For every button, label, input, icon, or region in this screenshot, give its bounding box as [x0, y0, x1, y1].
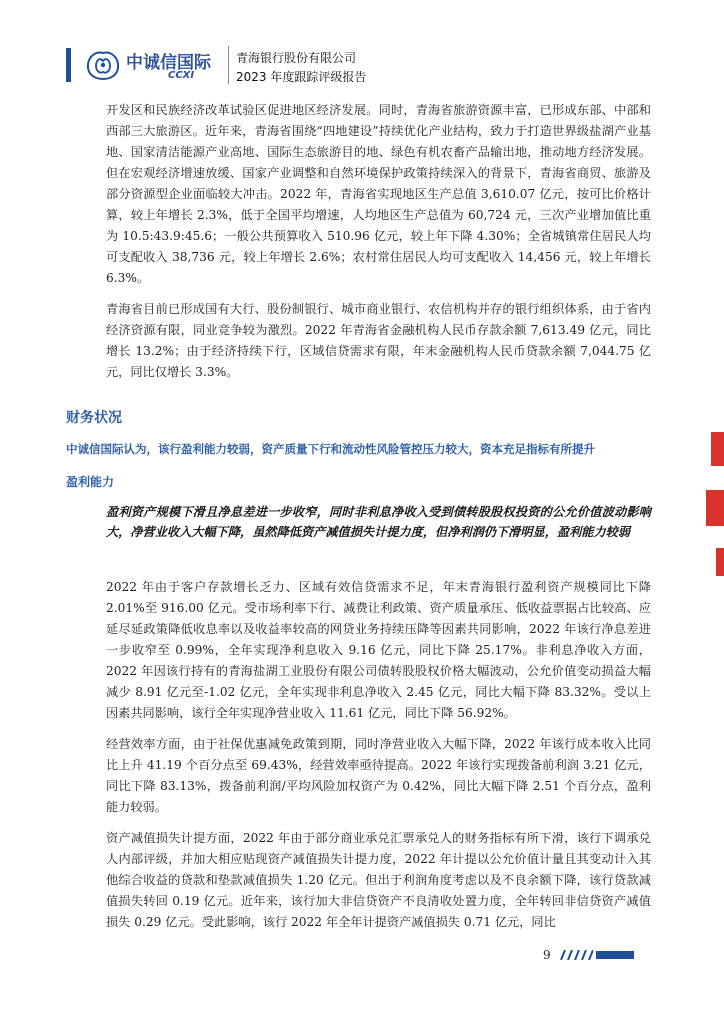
paragraph-economy: 开发区和民族经济改革试验区促进地区经济发展。同时，青海省旅游资源丰富，已形成东部、中部和西部三大旅游区。近年来，青海省围绕“四地建设”持续优化产业结构，致力于打造世界级盐湖产业基地、国家清洁能源产业高地、国际生态旅游目的地、绿色有机农畜产品输出地，推动地方经济发展。但在宏观经济增速放缓、国家产业调整和自然环境保护政策持续深入的背景下，青海省商贸、旅游及部分资源型企业面临较大冲击。2022 年，青海省实现地区生产总值 3,610.07 亿元，按可比价格计算，较上年增长 2.3%，低于全国平均增速，人均地区生产总值为 60,724 元，三次产业增加值比重为 10.5:43.9:45.6；一般公共预算收入 510.96 亿元，较上年下降 4.30%；全省城镇常住居民人均可支配收入 38,736 元，较上年增长 2.6%；农村常住居民人均可支配收入 14,456 元，较上年增长 6.3%。 [106, 103, 651, 285]
subsection-title: 盈利能力 [66, 475, 115, 489]
company-name: 青海银行股份有限公司 [236, 51, 357, 65]
paragraph-earning-assets: 2022 年由于客户存款增长乏力、区域有效信贷需求不足，年末青海银行盈利资产规模同比下降 2.01%至 916.00 亿元。受市场利率下行、减费让利政策、资产质量承压、低收益票据占比较高、应延尽延政策降低收息率以及收益率较高的网贷业务持续压降等因素共同影响，2022 年该行净息差进一步收窄至 0.99%，全年实现净利息收入 9.16 亿元，同比下降 25.17%。非利息净收入方面，2022 年因该行持有的青海盐湖工业股份有限公司债转股股权价格大幅波动，公允价值变动损益大幅减少 8.91 亿元至-1.02 亿元，全年实现非利息净收入 2.45 亿元，同比大幅下降 83.32%。受以上因素共同影响，该行全年实现净营业收入 11.61 亿元，同比下降 56.92%。 [106, 580, 651, 720]
margin-mark-2 [706, 490, 724, 526]
header-accent-bar [66, 48, 71, 82]
page-header [0, 36, 724, 94]
paragraph-impairment: 资产减值损失计提方面，2022 年由于部分商业承兑汇票承兑人的财务指标有所下滑，该行下调承兑人内部评级，并加大相应贴现资产减值损失计提力度，2022 年计提以公允价值计量且其变动计入其他综合收益的贷款和垫款减值损失 1.20 亿元。但出于利润角度考虑以及不良余额下降，该行贷款减值损失转回 0.19 亿元。近年来，该行加大非信贷资产不良清收处置力度，全年转回非信贷资产减值损失 0.29 亿元。受此影响，该行 2022 年全年计提资产减值损失 0.71 亿元，同比 [106, 831, 651, 929]
logo-text: 中诚信国际 [126, 53, 211, 73]
lead-summary: 盈利资产规模下滑且净息差进一步收窄，同时非利息净收入受到债转股股权投资的公允价值波动影响大，净营业收入大幅下降，虽然降低资产减值损失计提力度，但净利润仍下滑明显，盈利能力较弱 [106, 505, 651, 539]
footer-bar [596, 951, 634, 959]
ccxi-logo-icon [84, 48, 122, 82]
section-title: 财务状况 [66, 410, 122, 426]
section-headline: 中诚信国际认为，该行盈利能力较弱，资产质量下行和流动性风险管控压力较大，资本充足指标有所提升 [66, 442, 595, 456]
report-title: 2023 年度跟踪评级报告 [236, 70, 367, 84]
page-number: 9 [543, 948, 551, 962]
footer-stripes-icon [559, 950, 593, 960]
header-divider [228, 46, 229, 84]
logo-subtext: CCXI [168, 70, 195, 81]
margin-mark-1 [711, 432, 724, 466]
paragraph-banking-sector: 青海省目前已形成国有大行、股份制银行、城市商业银行、农信机构并存的银行组织体系，由于省内经济资源有限，同业竞争较为激烈。2022 年青海省金融机构人民币存款余额 7,613.49 亿元，同比增长 13.2%；由于经济持续下行，区域信贷需求有限，年末金融机构人民币贷款余额 7,044.75 亿元，同比仅增长 3.3%。 [106, 302, 651, 379]
margin-mark-3 [716, 548, 724, 576]
profitability-body [106, 577, 651, 933]
paragraph-efficiency: 经营效率方面，由于社保优惠减免政策到期，同时净营业收入大幅下降，2022 年该行成本收入比同比上升 41.19 个百分点至 69.43%，经营效率亟待提高。2022 年该行实现拨备前利润 3.21 亿元，同比下降 83.13%，拨备前利润/平均风险加权资产为 0.42%，同比大幅下降 2.51 个百分点，盈利能力较弱。 [106, 737, 651, 814]
intro-content [106, 100, 651, 383]
